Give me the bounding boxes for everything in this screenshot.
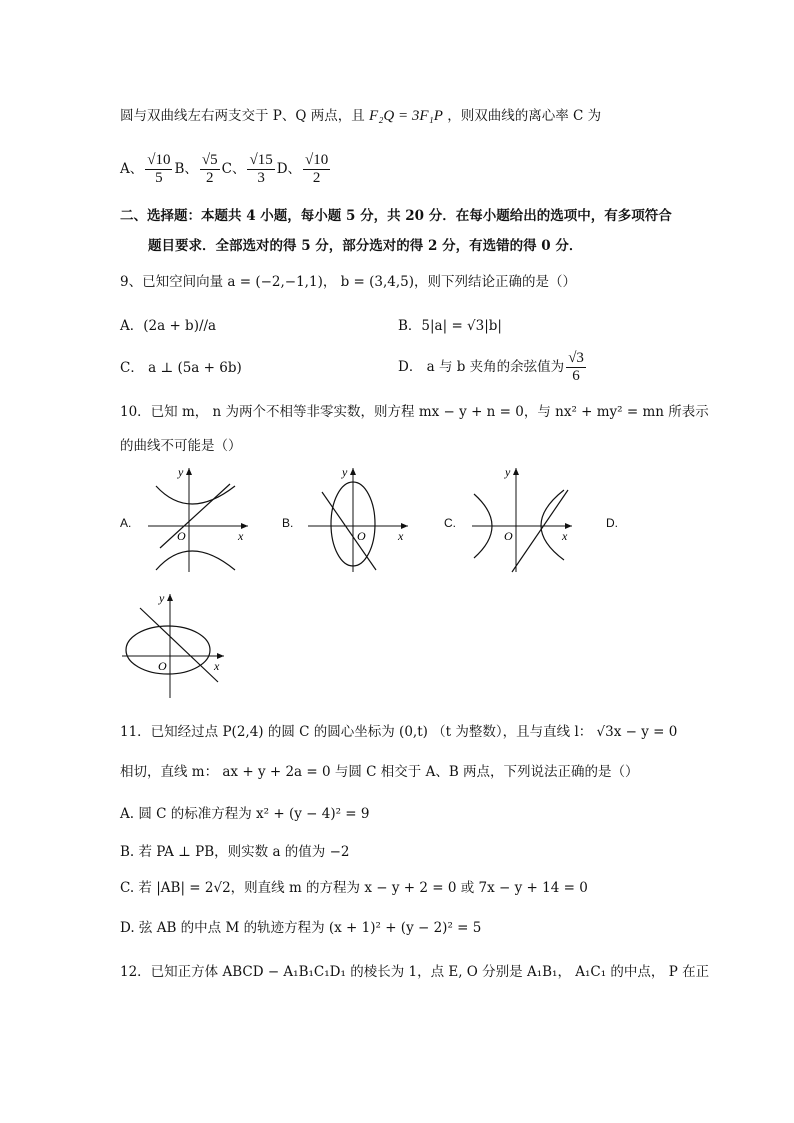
q8-option-b-den: 2 xyxy=(206,170,214,186)
q8-option-b-fraction xyxy=(200,152,220,187)
q10-c-origin-label: O xyxy=(504,529,513,543)
q8-option-a-fraction xyxy=(145,152,172,187)
q8-option-a-den: 5 xyxy=(155,170,163,186)
q10-d-x-label: x xyxy=(214,659,220,673)
q10-option-d-label: D. xyxy=(606,516,618,530)
q8-options xyxy=(120,150,332,188)
q8-stem-end: ，则双曲线的离心率 C 为 xyxy=(447,108,602,124)
q9-option-c: C． a ⊥ (5a + 6b) xyxy=(120,360,242,376)
q9-option-d xyxy=(398,348,588,386)
q8-option-a-label: A、 xyxy=(120,161,144,177)
q11-stem-line2: 相切，直线 m： ax + y + 2a = 0 与圆 C 相交于 A、B 两点，下列说法正确的是（） xyxy=(120,764,639,780)
q8-stem-start: 圆与双曲线左右两支交于 P、Q 两点，且 xyxy=(120,108,365,124)
q10-a-origin-label: O xyxy=(177,529,186,543)
q10-b-y-label: y xyxy=(342,465,348,479)
q11-option-d: D. 弦 AB 的中点 M 的轨迹方程为 (x + 1)² + (y − 2)² = 5 xyxy=(120,920,482,936)
q10-a-y-label: y xyxy=(178,465,184,479)
q10-b-x-label: x xyxy=(398,529,404,543)
q9-option-b: B．5|a| = √3|b| xyxy=(398,318,502,334)
q10-graph-c xyxy=(464,464,579,576)
section-2-heading-line2: 题目要求．全部选对的得 5 分，部分选对的得 2 分，有选错的得 0 分． xyxy=(148,238,583,254)
q9-option-a: A．(2a + b)//a xyxy=(120,318,217,334)
q12-stem: 12．已知正方体 ABCD − A₁B₁C₁D₁ 的棱长为 1，点 E, O 分别是 A₁B₁， A₁C₁ 的中点， P 在正 xyxy=(120,964,710,980)
q10-graph-b xyxy=(300,464,415,576)
q10-option-a-label: A. xyxy=(120,516,132,530)
q9-stem: 9、已知空间向量 a = (−2,−1,1)， b = (3,4,5)，则下列结论正确的是（） xyxy=(120,274,577,290)
q10-d-origin-label: O xyxy=(158,659,167,673)
q10-stem-line1: 10．已知 m， n 为两个不相等非零实数，则方程 mx − y + n = 0，与 nx² + my² = mn 所表示 xyxy=(120,404,709,420)
q10-stem-line2: 的曲线不可能是（） xyxy=(120,438,242,454)
q10-graph-a xyxy=(140,464,255,576)
section-2-heading-line1: 二、选择题：本题共 4 小题，每小题 5 分，共 20 分．在每小题给出的选项中，有多项符合 xyxy=(120,208,672,224)
q8-option-a-num: √10 xyxy=(147,152,171,168)
q10-d-y-label: y xyxy=(159,591,165,605)
q11-option-c: C. 若 |AB| = 2√2，则直线 m 的方程为 x − y + 2 = 0 或 7x − y + 14 = 0 xyxy=(120,880,588,896)
q9-option-d-den: 6 xyxy=(572,368,580,384)
q8-option-d-num: √10 xyxy=(305,152,329,168)
q8-option-b-label: B、 xyxy=(174,161,198,177)
q8-stem xyxy=(120,106,601,126)
q9-option-d-text: D． a 与 b 夹角的余弦值为 xyxy=(398,359,565,375)
q8-option-d-label: D、 xyxy=(276,161,302,177)
q9-option-d-fraction xyxy=(566,350,586,385)
q11-option-a: A. 圆 C 的标准方程为 x² + (y − 4)² = 9 xyxy=(120,806,370,822)
q8-option-d-den: 2 xyxy=(312,170,321,186)
q10-b-origin-label: O xyxy=(357,529,366,543)
q8-option-d-fraction xyxy=(303,152,330,187)
q8-vector-equation: F₂Q = 3F₁P xyxy=(369,108,443,124)
q9-option-d-num: √3 xyxy=(568,350,584,366)
q10-c-y-label: y xyxy=(505,465,511,479)
q8-option-b-num: √5 xyxy=(201,152,218,168)
q10-option-c-label: C. xyxy=(444,516,456,530)
q10-a-x-label: x xyxy=(238,529,244,543)
q8-option-c-den: 3 xyxy=(257,170,265,186)
q8-option-c-fraction xyxy=(247,152,274,187)
q11-stem-line1: 11．已知经过点 P(2,4) 的圆 C 的圆心坐标为 (0,t) （t 为整数），且与直线 l： √3x − y = 0 xyxy=(120,724,678,740)
q10-option-b-label: B. xyxy=(282,516,294,530)
q8-option-c-label: C、 xyxy=(221,161,246,177)
q10-c-x-label: x xyxy=(562,529,568,543)
q8-option-c-num: √15 xyxy=(249,152,273,168)
q11-option-b: B. 若 PA ⊥ PB，则实数 a 的值为 −2 xyxy=(120,844,350,860)
q10-graph-d xyxy=(118,588,233,700)
